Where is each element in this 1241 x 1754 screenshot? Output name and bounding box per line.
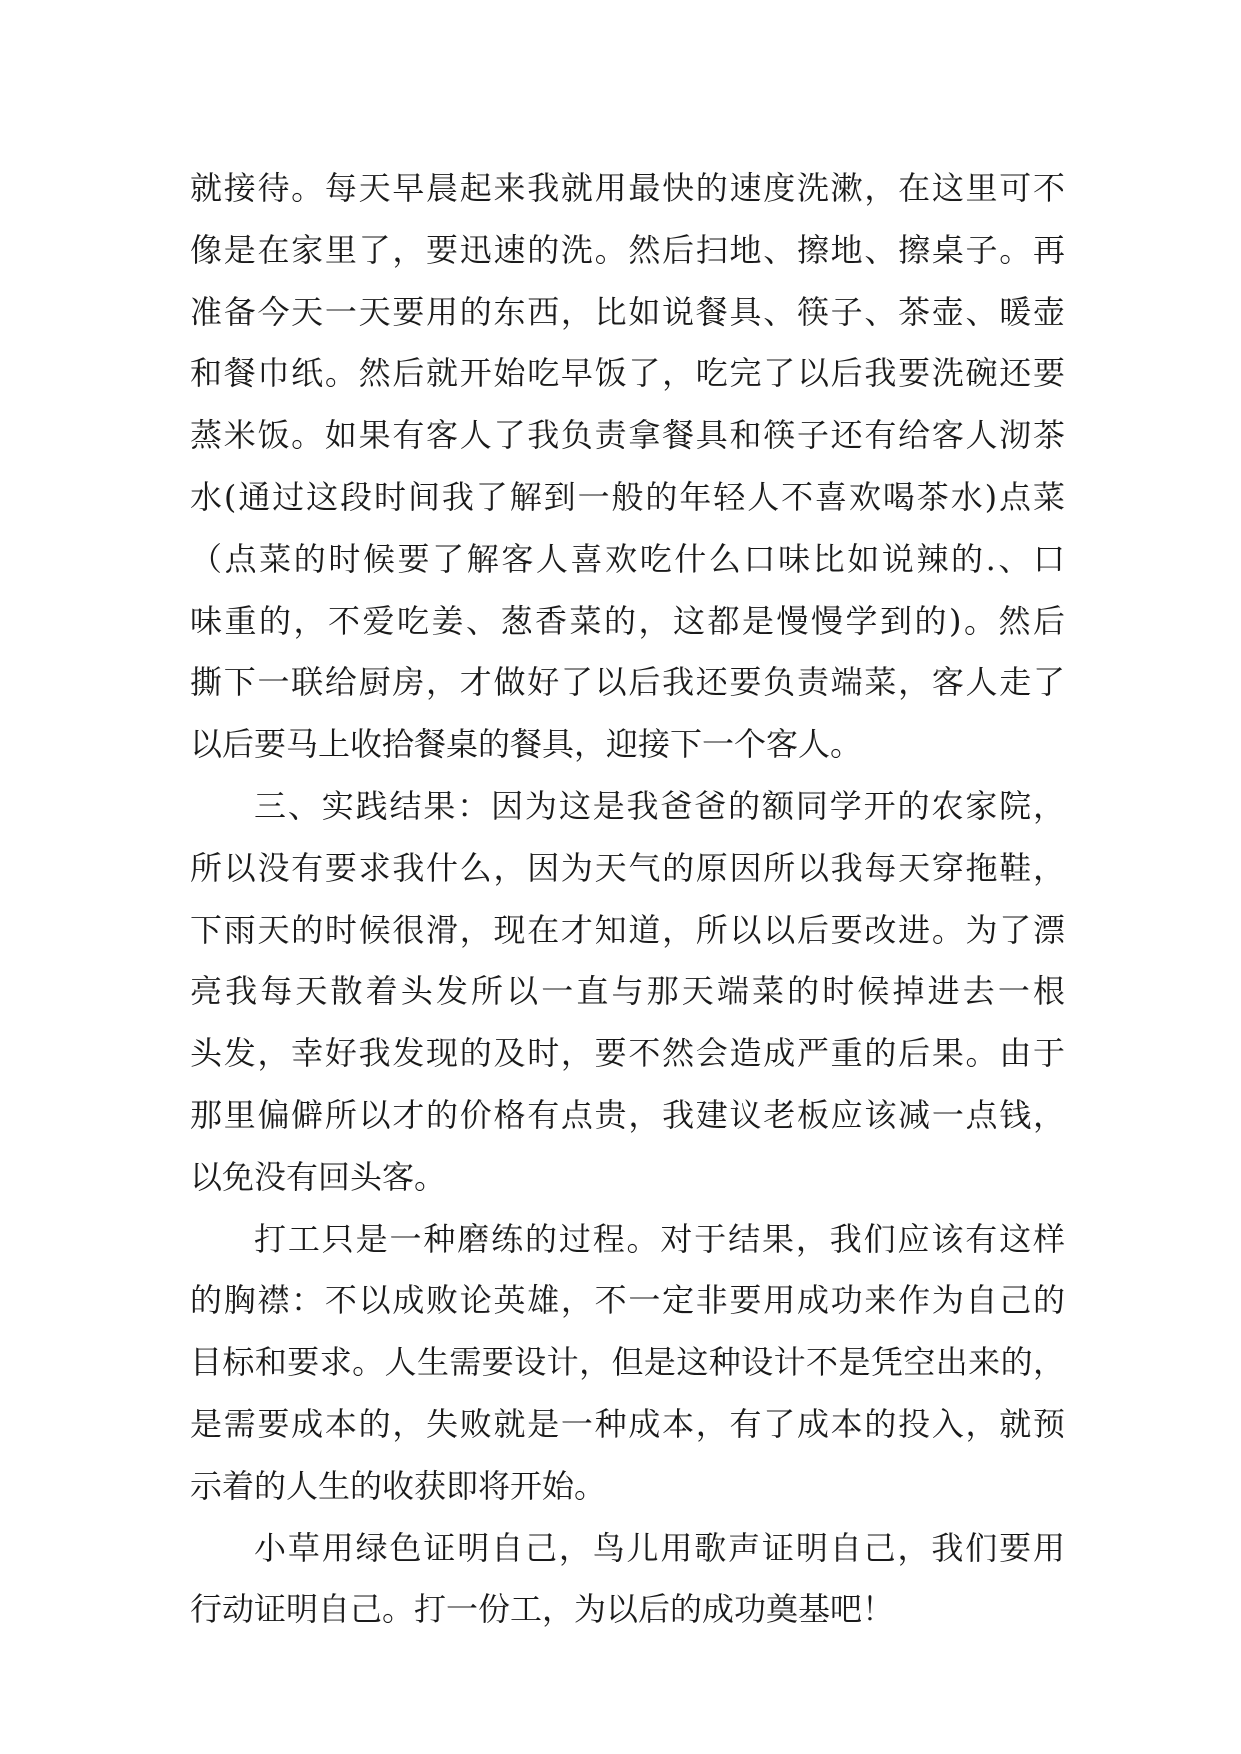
- text-line: 三、实践结果：因为这是我爸爸的额同学开的农家院，: [254, 786, 1065, 825]
- text-line: 头发，幸好我发现的及时，要不然会造成严重的后果。由于: [190, 1034, 1065, 1073]
- text-line: 小草用绿色证明自己，鸟儿用歌声证明自己，我们要用: [254, 1528, 1065, 1567]
- text-line: 行动证明自己。打一份工，为以后的成功奠基吧！: [190, 1590, 895, 1629]
- text-line: 撕下一联给厨房，才做好了以后我还要负责端菜，客人走了: [190, 663, 1065, 702]
- text-line: 以后要马上收拾餐桌的餐具，迎接下一个客人。: [190, 725, 863, 764]
- body-text: [190, 158, 1065, 1641]
- text-line: 以免没有回头客。: [190, 1157, 447, 1196]
- text-line: 目标和要求。人生需要设计，但是这种设计不是凭空出来的，: [190, 1343, 1065, 1382]
- text-line: 就接待。每天早晨起来我就用最快的速度洗漱，在这里可不: [190, 169, 1065, 207]
- text-line: 亮我每天散着头发所以一直与那天端菜的时候掉进去一根: [190, 972, 1065, 1011]
- text-line: 示着的人生的收获即将开始。: [190, 1466, 607, 1505]
- text-line: 像是在家里了，要迅速的洗。然后扫地、擦地、擦桌子。再: [190, 230, 1065, 269]
- text-line: 下雨天的时候很滑，现在才知道，所以以后要改进。为了漂: [190, 910, 1065, 949]
- text-line: 味重的，不爱吃姜、葱香菜的，这都是慢慢学到的)。然后: [190, 601, 1065, 640]
- text-line: 的胸襟：不以成败论英雄，不一定非要用成功来作为自己的: [190, 1281, 1065, 1320]
- text-line: 和餐巾纸。然后就开始吃早饭了，吃完了以后我要洗碗还要: [190, 354, 1065, 393]
- text-line: 水(通过这段时间我了解到一般的年轻人不喜欢喝茶水)点菜: [190, 477, 1065, 516]
- text-line: （点菜的时候要了解客人喜欢吃什么口味比如说辣的.、口: [190, 539, 1065, 578]
- text-line: 是需要成本的，失败就是一种成本，有了成本的投入，就预: [190, 1404, 1065, 1443]
- text-line: 蒸米饭。如果有客人了我负责拿餐具和筷子还有给客人沏茶: [190, 416, 1065, 455]
- text-line: 准备今天一天要用的东西，比如说餐具、筷子、茶壶、暖壶: [190, 292, 1065, 331]
- text-line: 那里偏僻所以才的价格有点贵，我建议老板应该减一点钱，: [190, 1095, 1065, 1134]
- text-line: 打工只是一种磨练的过程。对于结果，我们应该有这样: [254, 1219, 1065, 1258]
- text-line: 所以没有要求我什么，因为天气的原因所以我每天穿拖鞋，: [190, 848, 1065, 887]
